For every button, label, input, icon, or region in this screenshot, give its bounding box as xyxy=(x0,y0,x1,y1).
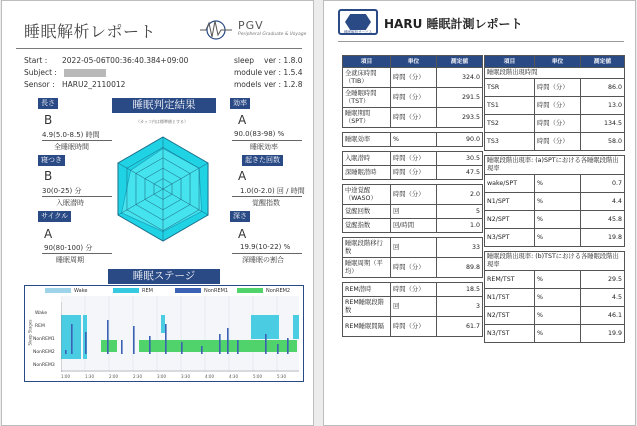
item-cell: 中途覚醒（WASO） xyxy=(343,185,391,205)
table-row xyxy=(343,108,483,128)
table-row xyxy=(485,229,625,247)
metric-value-depth: 19.9(10-22) % xyxy=(240,243,291,251)
metric-underline xyxy=(42,196,112,197)
legend-nonrem2 xyxy=(237,288,290,294)
unit-cell: 時間（分） xyxy=(391,88,437,108)
value-cell: 2.0 xyxy=(437,185,483,205)
value-cell: 4.5 xyxy=(581,289,625,307)
nonrem2-band xyxy=(139,340,297,352)
nonrem-spike xyxy=(201,346,203,354)
item-cell: TS1 xyxy=(485,97,535,115)
hexagon-logo-icon xyxy=(345,14,371,30)
measurement-table-right xyxy=(484,55,625,343)
value-cell: 86.0 xyxy=(581,79,625,97)
table-row xyxy=(343,152,483,166)
subject-value-redacted xyxy=(64,68,106,77)
table-row xyxy=(343,185,483,205)
table-row xyxy=(343,297,483,317)
section-label: 睡眠段階出現率: (b)TSTにおける各睡眠段階出現率 xyxy=(485,252,625,271)
metric-underline xyxy=(42,140,112,141)
nonrem-spike xyxy=(65,350,67,354)
item-cell: 睡眠段階移行数 xyxy=(343,238,391,258)
legend-wake xyxy=(45,288,87,294)
metric-tag-onset: 寝つき xyxy=(38,155,65,166)
metric-caption-awakenings: 覚醒指数 xyxy=(252,199,280,207)
nonrem-spike xyxy=(121,340,123,354)
legend-nonrem1 xyxy=(175,288,228,294)
report-title: HARU 睡眠計測レポート xyxy=(384,17,523,31)
table-header-row xyxy=(343,56,483,68)
value-cell: 1.0 xyxy=(437,219,483,233)
sensor-value: HARU2_2110012 xyxy=(62,80,126,89)
table-row xyxy=(485,133,625,151)
item-cell: TS2 xyxy=(485,115,535,133)
logo-caption: 睡眠解析サービス xyxy=(344,30,372,34)
x-tick: 5:00 xyxy=(253,374,262,379)
legend-swatch xyxy=(45,288,71,293)
table-row xyxy=(343,238,483,258)
stage-plot xyxy=(61,296,299,372)
item-cell: 覚醒指数 xyxy=(343,219,391,233)
section-label: 睡眠段階出現時間 xyxy=(485,68,625,79)
judgement-title: 睡眠判定結果 xyxy=(112,98,216,113)
item-cell: TS3 xyxy=(485,133,535,151)
unit-cell: 時間（分） xyxy=(535,79,581,97)
table-row xyxy=(343,317,483,337)
stage-axis-title: Sleep Stages xyxy=(27,319,33,346)
table-row xyxy=(343,205,483,219)
header-value: 測定値 xyxy=(581,56,625,68)
item-cell: REM/TST xyxy=(485,271,535,289)
item-cell: TSR xyxy=(485,79,535,97)
nonrem-spike xyxy=(219,334,221,354)
unit-cell: % xyxy=(535,289,581,307)
metric-caption-onset: 入眠潜時 xyxy=(56,199,84,207)
unit-cell: 時間（分） xyxy=(535,133,581,151)
rem-block xyxy=(161,315,165,333)
item-cell: N2/TST xyxy=(485,307,535,325)
stage-ylabel: NonREM3 xyxy=(33,363,55,368)
unit-cell: 時間（分） xyxy=(391,166,437,180)
sleep-version: ver : 1.8.0 xyxy=(264,56,303,65)
nonrem-spike xyxy=(227,328,229,354)
header-item: 項目 xyxy=(343,56,391,68)
item-cell: N2/SPT xyxy=(485,211,535,229)
value-cell: 3 xyxy=(437,297,483,317)
table-body-left xyxy=(343,68,483,337)
section-label: 睡眠段階出現率: (a)SPTにおける各睡眠段階出現率 xyxy=(485,156,625,175)
item-cell: 睡眠周期（平均） xyxy=(343,258,391,278)
x-tick: 3:30 xyxy=(181,374,190,379)
unit-cell: % xyxy=(535,175,581,193)
metric-tag-efficiency: 効率 xyxy=(230,98,250,109)
metric-value-length: 4.9(5.0-8.5) 時間 xyxy=(42,131,100,139)
table-row xyxy=(485,193,625,211)
subject-label: Subject : xyxy=(24,68,57,77)
header-unit: 単位 xyxy=(391,56,437,68)
metric-grade-onset: B xyxy=(44,169,53,183)
redaction-block xyxy=(64,69,106,77)
unit-cell: % xyxy=(535,229,581,247)
table-row xyxy=(343,219,483,233)
metric-caption-cycle: 睡眠周期 xyxy=(56,256,84,264)
table-row xyxy=(485,307,625,325)
unit-cell: % xyxy=(535,211,581,229)
logo-tagline: Peripheral Graduate & Voyage xyxy=(238,32,307,37)
models-version: ver : 1.2.8 xyxy=(264,80,303,89)
value-cell: 29.5 xyxy=(581,271,625,289)
nonrem-spike xyxy=(149,336,151,354)
legend-swatch xyxy=(237,288,263,293)
nonrem-spike xyxy=(237,340,239,354)
radar-note: （カッコ内は標準値とする） xyxy=(136,119,188,124)
value-cell: 19.8 xyxy=(581,229,625,247)
metric-caption-efficiency: 睡眠効率 xyxy=(250,143,278,151)
metric-value-onset: 30(0-25) 分 xyxy=(42,187,82,195)
nonrem-spike xyxy=(287,338,289,354)
value-cell: 5 xyxy=(437,205,483,219)
item-cell: N1/TST xyxy=(485,289,535,307)
x-tick: 2:00 xyxy=(109,374,118,379)
value-cell: 58.0 xyxy=(581,133,625,151)
value-cell: 324.0 xyxy=(437,68,483,88)
metric-grade-cycle: A xyxy=(44,227,53,241)
x-tick: 3:00 xyxy=(157,374,166,379)
unit-cell: % xyxy=(535,193,581,211)
start-label: Start : xyxy=(24,56,48,65)
logo-name: PGV xyxy=(238,19,264,32)
unit-cell: % xyxy=(535,325,581,343)
rem-block xyxy=(293,315,299,339)
nonrem-spike xyxy=(133,326,135,354)
table-row xyxy=(485,271,625,289)
x-tick: 1:30 xyxy=(85,374,94,379)
table-row xyxy=(485,79,625,97)
table-row xyxy=(343,133,483,147)
metric-tag-cycle: サイクル xyxy=(38,211,71,222)
table-section-row xyxy=(485,252,625,271)
x-tick: 5:30 xyxy=(277,374,286,379)
sleep-stage-chart xyxy=(24,285,304,382)
table-section-row xyxy=(485,68,625,79)
unit-cell: % xyxy=(535,271,581,289)
table-header-row xyxy=(485,56,625,68)
table-row xyxy=(485,325,625,343)
value-cell: 0.7 xyxy=(581,175,625,193)
item-cell: REM睡眠間隔 xyxy=(343,317,391,337)
title-divider xyxy=(338,41,624,42)
value-cell: 4.4 xyxy=(581,193,625,211)
unit-cell: 回 xyxy=(391,238,437,258)
nonrem-spike xyxy=(265,334,267,354)
nonrem2-band xyxy=(101,340,117,352)
x-tick: 2:30 xyxy=(133,374,142,379)
sleep-analysis-report-page xyxy=(1,0,314,426)
metric-grade-depth: A xyxy=(238,227,247,241)
table-row xyxy=(485,97,625,115)
item-cell: 覚醒回数 xyxy=(343,205,391,219)
nonrem-spike xyxy=(277,344,279,354)
unit-cell: 回 xyxy=(391,205,437,219)
metric-underline xyxy=(232,253,302,254)
item-cell: 入眠潜時 xyxy=(343,152,391,166)
unit-cell: 回/時間 xyxy=(391,219,437,233)
metric-underline xyxy=(232,196,302,197)
legend-rem xyxy=(113,288,153,294)
metric-grade-awakenings: A xyxy=(238,169,247,183)
unit-cell: 時間（分） xyxy=(391,283,437,297)
item-cell: N1/SPT xyxy=(485,193,535,211)
legend-label: NonREM1 xyxy=(204,288,229,294)
header-item: 項目 xyxy=(485,56,535,68)
value-cell: 90.0 xyxy=(437,133,483,147)
unit-cell: 時間（分） xyxy=(391,108,437,128)
value-cell: 30.5 xyxy=(437,152,483,166)
pgv-logo-icon xyxy=(198,15,234,45)
item-cell: REM潜時 xyxy=(343,283,391,297)
value-cell: 45.8 xyxy=(581,211,625,229)
item-cell: REM睡眠段階数 xyxy=(343,297,391,317)
metric-value-cycle: 90(80-100) 分 xyxy=(44,244,93,252)
metric-tag-length: 長さ xyxy=(38,98,58,109)
table-row xyxy=(485,289,625,307)
stage-ylabel: Wake xyxy=(35,311,48,316)
item-cell: 睡眠期間（SPT） xyxy=(343,108,391,128)
stage-ylabel: NonREM2 xyxy=(33,350,55,355)
unit-cell: % xyxy=(391,133,437,147)
legend-label: Wake xyxy=(74,288,88,294)
legend-label: NonREM2 xyxy=(266,288,291,294)
stage-ylabel: NonREM1 xyxy=(33,337,55,342)
nonrem-spike xyxy=(165,324,167,354)
item-cell: N3/SPT xyxy=(485,229,535,247)
x-tick: 4:00 xyxy=(205,374,214,379)
pgv-logo xyxy=(198,15,307,47)
models-label: models xyxy=(234,80,262,89)
metric-underline xyxy=(42,253,112,254)
report-header xyxy=(16,13,307,49)
measurement-table-left xyxy=(342,55,483,337)
legend-swatch xyxy=(113,288,139,293)
item-cell: wake/SPT xyxy=(485,175,535,193)
header-unit: 単位 xyxy=(535,56,581,68)
value-cell: 18.5 xyxy=(437,283,483,297)
unit-cell: 時間（分） xyxy=(391,317,437,337)
value-cell: 46.1 xyxy=(581,307,625,325)
unit-cell: 時間（分） xyxy=(535,115,581,133)
table-row xyxy=(343,283,483,297)
legend-label: REM xyxy=(142,288,153,294)
metric-value-efficiency: 90.0(83-98) % xyxy=(234,130,285,138)
unit-cell: 時間（分） xyxy=(391,68,437,88)
nonrem-spike xyxy=(71,324,73,354)
value-cell: 134.5 xyxy=(581,115,625,133)
metric-underline xyxy=(232,140,302,141)
haru-measurement-report-page xyxy=(323,0,636,426)
unit-cell: 回 xyxy=(391,297,437,317)
value-cell: 13.0 xyxy=(581,97,625,115)
unit-cell: 時間（分） xyxy=(391,258,437,278)
table-section-row xyxy=(485,156,625,175)
metric-tag-awakenings: 起きた回数 xyxy=(242,155,283,166)
x-tick: 4:30 xyxy=(229,374,238,379)
sleep-label: sleep xyxy=(234,56,254,65)
value-cell: 291.5 xyxy=(437,88,483,108)
table-body-right xyxy=(485,68,625,343)
stage-title: 睡眠ステージ xyxy=(108,269,220,284)
unit-cell: 時間（分） xyxy=(535,97,581,115)
metric-caption-depth: 深睡眠の割合 xyxy=(242,256,284,264)
page-title: 睡眠解析レポート xyxy=(24,22,157,41)
table-row xyxy=(485,211,625,229)
stage-ylabel: REM xyxy=(35,324,45,329)
sensor-label: Sensor : xyxy=(24,80,55,89)
value-cell: 61.7 xyxy=(437,317,483,337)
nonrem-spike xyxy=(181,342,183,354)
value-cell: 89.8 xyxy=(437,258,483,278)
start-value: 2022-05-06T00:36:40.384+09:00 xyxy=(62,56,189,65)
unit-cell: 時間（分） xyxy=(391,152,437,166)
item-cell: 睡眠効率 xyxy=(343,133,391,147)
value-cell: 19.9 xyxy=(581,325,625,343)
table-row xyxy=(343,68,483,88)
value-cell: 33 xyxy=(437,238,483,258)
metric-caption-length: 全睡眠時間 xyxy=(54,143,89,151)
unit-cell: % xyxy=(535,307,581,325)
header-value: 測定値 xyxy=(437,56,483,68)
metric-grade-efficiency: A xyxy=(238,113,247,127)
value-cell: 293.5 xyxy=(437,108,483,128)
table-row xyxy=(343,166,483,180)
radar-chart xyxy=(108,127,218,257)
table-row xyxy=(485,175,625,193)
haru-logo xyxy=(338,9,378,35)
module-version: ver : 1.5.4 xyxy=(264,68,303,77)
x-tick: 1:00 xyxy=(61,374,70,379)
item-cell: 深睡眠潜時 xyxy=(343,166,391,180)
item-cell: 全睡眠時間（TST） xyxy=(343,88,391,108)
value-cell: 47.5 xyxy=(437,166,483,180)
nonrem-spike xyxy=(107,320,109,354)
table-row xyxy=(343,258,483,278)
module-label: module xyxy=(234,68,263,77)
metric-grade-length: B xyxy=(44,113,53,127)
table-row xyxy=(343,88,483,108)
item-cell: 全就床時間（TIB） xyxy=(343,68,391,88)
metric-value-awakenings: 1.0(0-2.0) 回 / 時間 xyxy=(240,187,305,195)
unit-cell: 時間（分） xyxy=(391,185,437,205)
item-cell: N3/TST xyxy=(485,325,535,343)
legend-swatch xyxy=(175,288,201,293)
table-row xyxy=(485,115,625,133)
metric-tag-depth: 深さ xyxy=(230,211,250,222)
nonrem-spike xyxy=(85,332,87,354)
